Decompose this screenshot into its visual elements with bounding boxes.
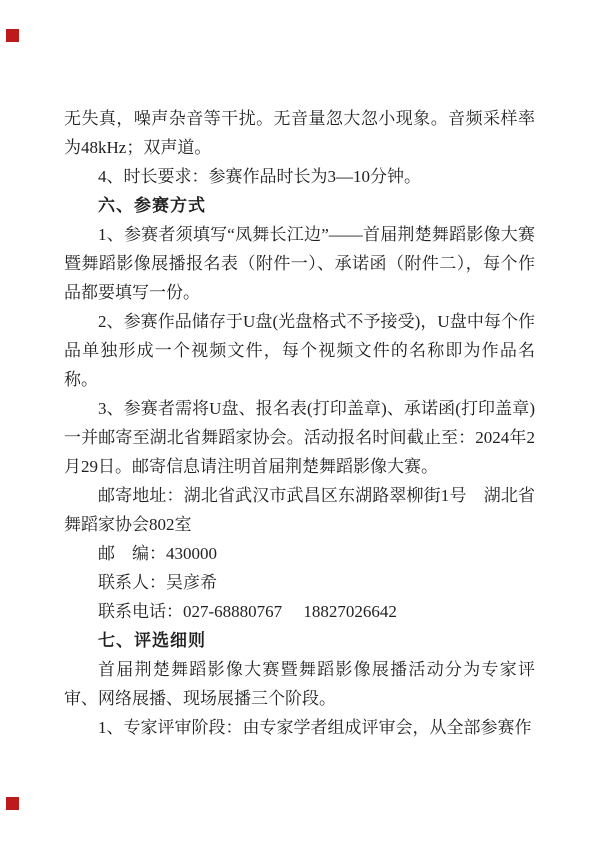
red-square-marker-bottom <box>6 797 19 810</box>
para-entry-2-usb-storage: 2、参赛作品储存于U盘(光盘格式不予接受)，U盘中每个作品单独形成一个视频文件，每个视频文件的名称即为作品名称。 <box>64 312 535 389</box>
red-square-marker-top <box>6 29 19 42</box>
para-entry-3-mailing: 3、参赛者需将U盘、报名表(打印盖章)、承诺函(打印盖章)一并邮寄至湖北省舞蹈家协会。活动报名时间截止至：2024年2月29日。邮寄信息请注明首届荆楚舞蹈影像大赛。 <box>64 399 535 476</box>
document-content <box>64 104 535 742</box>
para-mailing-address: 邮寄地址：湖北省武汉市武昌区东湖路翠柳街1号 湖北省舞蹈家协会802室 <box>64 486 535 534</box>
heading-section-6-entry-method: 六、参赛方式 <box>98 196 206 215</box>
para-duration-requirement: 4、时长要求：参赛作品时长为3—10分钟。 <box>98 167 421 186</box>
para-audio-quality-continuation: 无失真，噪声杂音等干扰。无音量忽大忽小现象。音频采样率为48kHz；双声道。 <box>64 109 535 157</box>
heading-section-7-selection-rules: 七、评选细则 <box>98 631 206 650</box>
para-postal-code: 邮 编：430000 <box>98 544 217 563</box>
para-expert-review-stage: 1、专家评审阶段：由专家学者组成评审会，从全部参赛作 <box>98 718 532 737</box>
para-entry-1-registration-form: 1、参赛者须填写“凤舞长江边”——首届荆楚舞蹈影像大赛暨舞蹈影像展播报名表（附件一）、承诺函（附件二），每个作品都要填写一份。 <box>64 225 535 302</box>
para-review-stages-overview: 首届荆楚舞蹈影像大赛暨舞蹈影像展播活动分为专家评审、网络展播、现场展播三个阶段。 <box>64 660 535 708</box>
para-contact-person: 联系人：吴彦希 <box>98 573 217 592</box>
para-contact-phone: 联系电话：027-68880767 18827026642 <box>98 602 397 621</box>
